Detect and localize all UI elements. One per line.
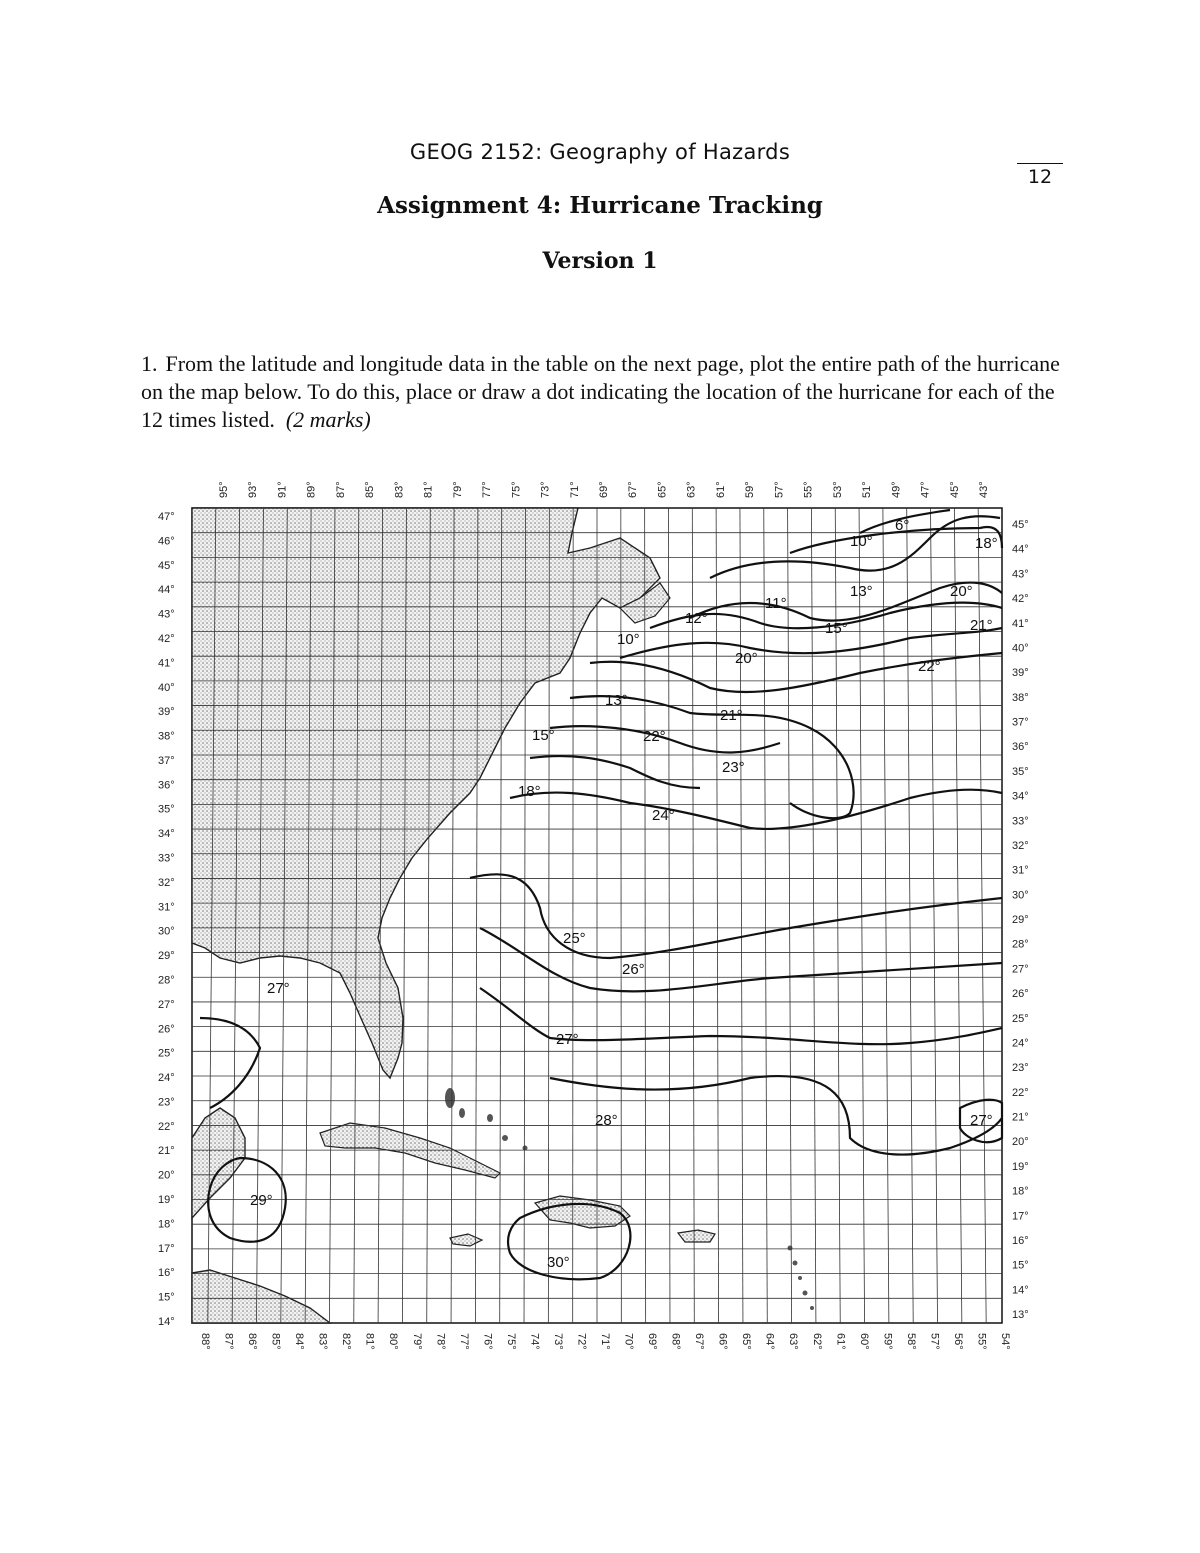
latitude-label: 18°: [1012, 1185, 1029, 1198]
longitude-label: 57°: [928, 1333, 941, 1350]
latitude-label: 23°: [1012, 1062, 1029, 1075]
latitude-label: 39°: [158, 706, 175, 719]
longitude-label: 65°: [740, 1333, 753, 1350]
longitude-label: 58°: [904, 1333, 917, 1350]
isotherm-label: 28°: [595, 1112, 618, 1129]
longitude-label: 75°: [504, 1333, 517, 1350]
bottom-longitude-labels: [199, 1333, 1011, 1350]
latitude-label: 24°: [1012, 1037, 1029, 1050]
question-1: [141, 350, 1071, 434]
latitude-label: 16°: [1012, 1234, 1029, 1247]
longitude-label: 73°: [539, 481, 552, 498]
latitude-label: 35°: [158, 803, 175, 816]
longitude-label: 63°: [787, 1333, 800, 1350]
longitude-label: 75°: [510, 481, 523, 498]
latitude-label: 44°: [158, 584, 175, 597]
latitude-label: 29°: [1012, 914, 1029, 926]
longitude-label: 63°: [685, 481, 698, 498]
score-blank[interactable]: [1017, 143, 1063, 164]
longitude-label: 72°: [575, 1333, 588, 1350]
latitude-label: 26°: [1012, 988, 1029, 1001]
isotherm-label: 12°: [685, 610, 708, 627]
latitude-label: 31°: [158, 901, 175, 914]
latitude-label: 45°: [1012, 519, 1029, 531]
isotherm-label: 23°: [722, 759, 745, 776]
isotherm-label: 30°: [547, 1254, 570, 1271]
longitude-label: 77°: [481, 481, 494, 498]
longitude-label: 51°: [861, 481, 874, 498]
longitude-label: 45°: [948, 481, 961, 498]
latitude-label: 23°: [158, 1096, 175, 1109]
longitude-label: 74°: [528, 1333, 541, 1350]
latitude-label: 22°: [158, 1120, 175, 1133]
latitude-label: 17°: [158, 1242, 175, 1255]
latitude-label: 35°: [1012, 765, 1029, 778]
longitude-label: 61°: [714, 481, 727, 498]
isotherm-label: 22°: [643, 728, 666, 745]
longitude-label: 60°: [857, 1333, 870, 1350]
isotherm-label: 26°: [622, 961, 645, 978]
latitude-label: 21°: [158, 1145, 175, 1158]
latitude-label: 45°: [158, 559, 175, 572]
longitude-label: 91°: [276, 481, 289, 498]
longitude-label: 65°: [656, 481, 669, 498]
latitude-label: 14°: [1012, 1284, 1029, 1297]
longitude-label: 81°: [422, 481, 435, 498]
isotherm-label: 25°: [563, 930, 586, 947]
isotherm-label: 11°: [765, 595, 787, 612]
longitude-label: 83°: [316, 1333, 329, 1350]
longitude-label: 62°: [810, 1333, 823, 1350]
latitude-label: 25°: [1012, 1012, 1029, 1025]
latitude-label: 21°: [1012, 1111, 1029, 1124]
longitude-label: 79°: [451, 481, 464, 498]
latitude-label: 34°: [158, 828, 175, 841]
latitude-label: 38°: [158, 730, 175, 743]
longitude-label: 61°: [834, 1333, 847, 1350]
latitude-label: 27°: [1012, 963, 1029, 976]
longitude-label: 49°: [890, 481, 903, 498]
longitude-label: 77°: [457, 1333, 470, 1350]
score-total: 12: [1027, 166, 1053, 188]
isotherm-label: 21°: [970, 617, 993, 634]
latitude-label: 40°: [158, 681, 175, 694]
isotherm-label: 20°: [950, 583, 973, 600]
latitude-label: 31°: [1012, 864, 1029, 877]
latitude-label: 17°: [1012, 1210, 1029, 1223]
longitude-label: 80°: [387, 1333, 400, 1350]
longitude-label: 76°: [481, 1333, 494, 1350]
latitude-label: 36°: [158, 779, 175, 792]
longitude-label: 81°: [363, 1333, 376, 1350]
assignment-title: Assignment 4: Hurricane Tracking: [377, 192, 823, 219]
longitude-label: 55°: [802, 481, 815, 498]
latitude-label: 28°: [1012, 938, 1029, 951]
course-title: GEOG 2152: Geography of Hazards: [409, 140, 791, 164]
question-marks: (2 marks): [285, 407, 371, 432]
latitude-label: 19°: [158, 1194, 175, 1207]
right-latitude-labels: [1012, 519, 1029, 1321]
version-label: Version 1: [542, 248, 658, 274]
latitude-label: 20°: [158, 1169, 175, 1182]
isotherm-label: 27°: [556, 1031, 579, 1048]
latitude-label: 27°: [158, 998, 175, 1011]
longitude-label: 79°: [410, 1333, 423, 1350]
longitude-label: 47°: [919, 481, 932, 498]
longitude-label: 57°: [773, 481, 786, 498]
isotherm-label: 22°: [918, 658, 941, 675]
latitude-label: 32°: [158, 876, 175, 889]
isotherm-label: 29°: [250, 1192, 273, 1209]
latitude-label: 15°: [158, 1291, 175, 1304]
latitude-label: 43°: [1012, 568, 1029, 581]
isotherm-label: 18°: [518, 783, 541, 800]
isotherm-label: 6°: [895, 517, 910, 534]
longitude-label: 66°: [716, 1333, 729, 1350]
latitude-label: 28°: [158, 974, 175, 987]
longitude-label: 69°: [598, 481, 610, 498]
latitude-label: 26°: [158, 1023, 175, 1036]
question-number: 1.: [141, 351, 158, 376]
longitude-label: 84°: [293, 1333, 306, 1350]
latitude-label: 25°: [158, 1047, 175, 1060]
latitude-label: 41°: [1012, 617, 1029, 630]
latitude-label: 32°: [1012, 839, 1029, 852]
latitude-label: 14°: [158, 1316, 175, 1328]
latitude-label: 22°: [1012, 1086, 1029, 1099]
isotherm-label: 18°: [975, 535, 998, 552]
isotherm-label: 15°: [825, 620, 848, 637]
latitude-label: 42°: [158, 632, 175, 645]
isotherm-label: 20°: [735, 650, 758, 667]
longitude-label: 73°: [551, 1333, 564, 1350]
longitude-label: 64°: [763, 1333, 776, 1350]
latitude-label: 38°: [1012, 691, 1029, 704]
longitude-label: 87°: [222, 1333, 235, 1350]
latitude-label: 19°: [1012, 1160, 1029, 1173]
longitude-label: 59°: [744, 481, 757, 498]
longitude-label: 53°: [831, 481, 844, 498]
latitude-label: 40°: [1012, 642, 1029, 655]
left-latitude-labels: [158, 511, 175, 1328]
isotherm-label: 13°: [605, 692, 628, 709]
longitude-label: 71°: [599, 1333, 611, 1350]
latitude-label: 37°: [158, 754, 175, 767]
longitude-label: 43°: [978, 481, 990, 498]
latitude-label: 33°: [158, 852, 175, 865]
longitude-label: 70°: [622, 1333, 635, 1350]
latitude-label: 44°: [1012, 543, 1029, 556]
isotherm-label: 13°: [850, 583, 873, 600]
isotherm-label: 24°: [652, 807, 675, 824]
longitude-label: 85°: [269, 1333, 282, 1350]
longitude-label: 69°: [646, 1333, 659, 1350]
hurricane-tracking-map[interactable]: [150, 458, 1030, 1358]
longitude-label: 83°: [393, 481, 406, 498]
longitude-label: 89°: [305, 481, 318, 498]
longitude-label: 87°: [334, 481, 347, 498]
longitude-label: 82°: [340, 1333, 353, 1350]
longitude-label: 55°: [975, 1333, 988, 1350]
isotherm-label: 27°: [970, 1112, 993, 1129]
isotherm-label: 10°: [850, 533, 873, 550]
longitude-label: 56°: [951, 1333, 964, 1350]
longitude-label: 86°: [246, 1333, 259, 1350]
latitude-label: 33°: [1012, 815, 1029, 828]
latitude-label: 18°: [158, 1218, 175, 1231]
latitude-label: 29°: [158, 950, 175, 963]
latitude-label: 36°: [1012, 741, 1029, 754]
longitude-label: 85°: [364, 481, 377, 498]
isotherm-label: 10°: [617, 631, 640, 648]
latitude-label: 16°: [158, 1267, 175, 1280]
latitude-label: 46°: [158, 535, 175, 548]
latitude-label: 47°: [158, 511, 175, 523]
longitude-label: 95°: [218, 481, 230, 498]
top-longitude-labels: [218, 481, 990, 498]
latitude-label: 43°: [158, 608, 175, 621]
longitude-label: 93°: [247, 481, 260, 498]
longitude-label: 68°: [669, 1333, 682, 1350]
latitude-label: 30°: [158, 925, 175, 938]
longitude-label: 54°: [999, 1333, 1011, 1350]
longitude-label: 71°: [568, 481, 581, 498]
latitude-label: 24°: [158, 1072, 175, 1085]
latitude-label: 41°: [158, 657, 175, 670]
latitude-label: 30°: [1012, 889, 1029, 902]
isotherm-label: 21°: [720, 707, 743, 724]
longitude-label: 67°: [693, 1333, 706, 1350]
latitude-label: 39°: [1012, 667, 1029, 680]
latitude-label: 34°: [1012, 790, 1029, 803]
latitude-label: 15°: [1012, 1259, 1029, 1272]
isotherm-label: 27°: [267, 980, 290, 997]
longitude-label: 78°: [434, 1333, 447, 1350]
meridian-line: [573, 508, 574, 1323]
longitude-label: 88°: [199, 1333, 211, 1350]
longitude-label: 59°: [881, 1333, 894, 1350]
longitude-label: 67°: [627, 481, 640, 498]
latitude-label: 42°: [1012, 593, 1029, 606]
question-text: From the latitude and longitude data in the table on the next page, plot the entire path of the hurricane on the map below. To do this, place or draw a dot indicating the location of the hurricane for each of the 12 times listed.: [141, 351, 1060, 432]
latitude-label: 20°: [1012, 1136, 1029, 1149]
latitude-label: 37°: [1012, 716, 1029, 729]
isotherm-label: 15°: [532, 727, 555, 744]
latitude-label: 13°: [1012, 1309, 1029, 1321]
